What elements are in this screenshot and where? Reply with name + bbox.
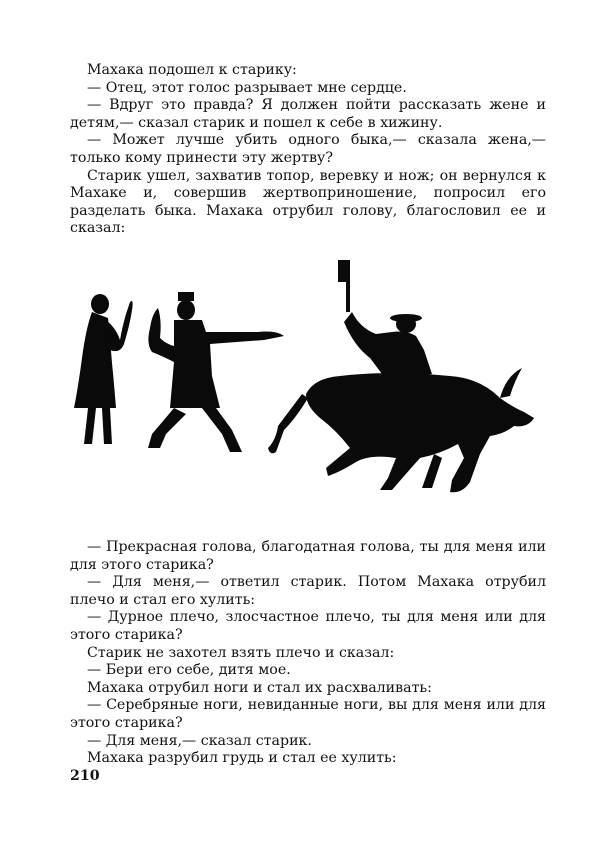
man-silhouette bbox=[148, 292, 284, 452]
silhouette-illustration bbox=[70, 258, 546, 498]
text-block-bottom bbox=[70, 539, 546, 768]
paragraph: — Дурное плечо, злосчастное плечо, ты для меня или для этого старика? bbox=[70, 609, 546, 643]
paragraph: Махака разрубил грудь и стал ее хулить: bbox=[87, 750, 397, 767]
paragraph: — Отец, этот голос разрывает мне сердце. bbox=[87, 79, 407, 96]
paragraph: Махака подошел к старику: bbox=[87, 62, 297, 78]
paragraph: — Серебряные ноги, невиданные ноги, вы для меня или для этого старика? bbox=[70, 697, 546, 731]
paragraph: Старик ушел, захватив топор, веревку и нож; он вернулся к Махаке и, совершив жертвоприношение, попросил его разделать быка. Махака отрубил голову, благословил ее и сказал: bbox=[70, 167, 546, 237]
paragraph: Старик не захотел взять плечо и сказал: bbox=[87, 644, 395, 661]
woman-silhouette bbox=[74, 294, 133, 444]
paragraph: — Может лучше убить одного быка,— сказала жена,— только кому принести эту жертву? bbox=[70, 132, 546, 166]
bull-silhouette bbox=[268, 368, 534, 492]
paragraph: — Для меня,— сказал старик. bbox=[87, 732, 312, 749]
text-block-top bbox=[70, 62, 546, 238]
page-number: 210 bbox=[70, 768, 100, 784]
paragraph: — Вдруг это правда? Я должен пойти рассказать жене и детям,— сказал старик и пошел к себе в хижину. bbox=[70, 97, 546, 131]
paragraph: — Прекрасная голова, благодатная голова, ты для меня или для этого старика? bbox=[70, 539, 546, 573]
paragraph: — Бери его себе, дитя мое. bbox=[87, 662, 291, 679]
paragraph: — Для меня,— ответил старик. Потом Махака отрубил плечо и стал его хулить: bbox=[70, 574, 546, 608]
axeman-silhouette bbox=[338, 260, 432, 382]
paragraph: Махака отрубил ноги и стал их расхваливать: bbox=[87, 679, 432, 696]
